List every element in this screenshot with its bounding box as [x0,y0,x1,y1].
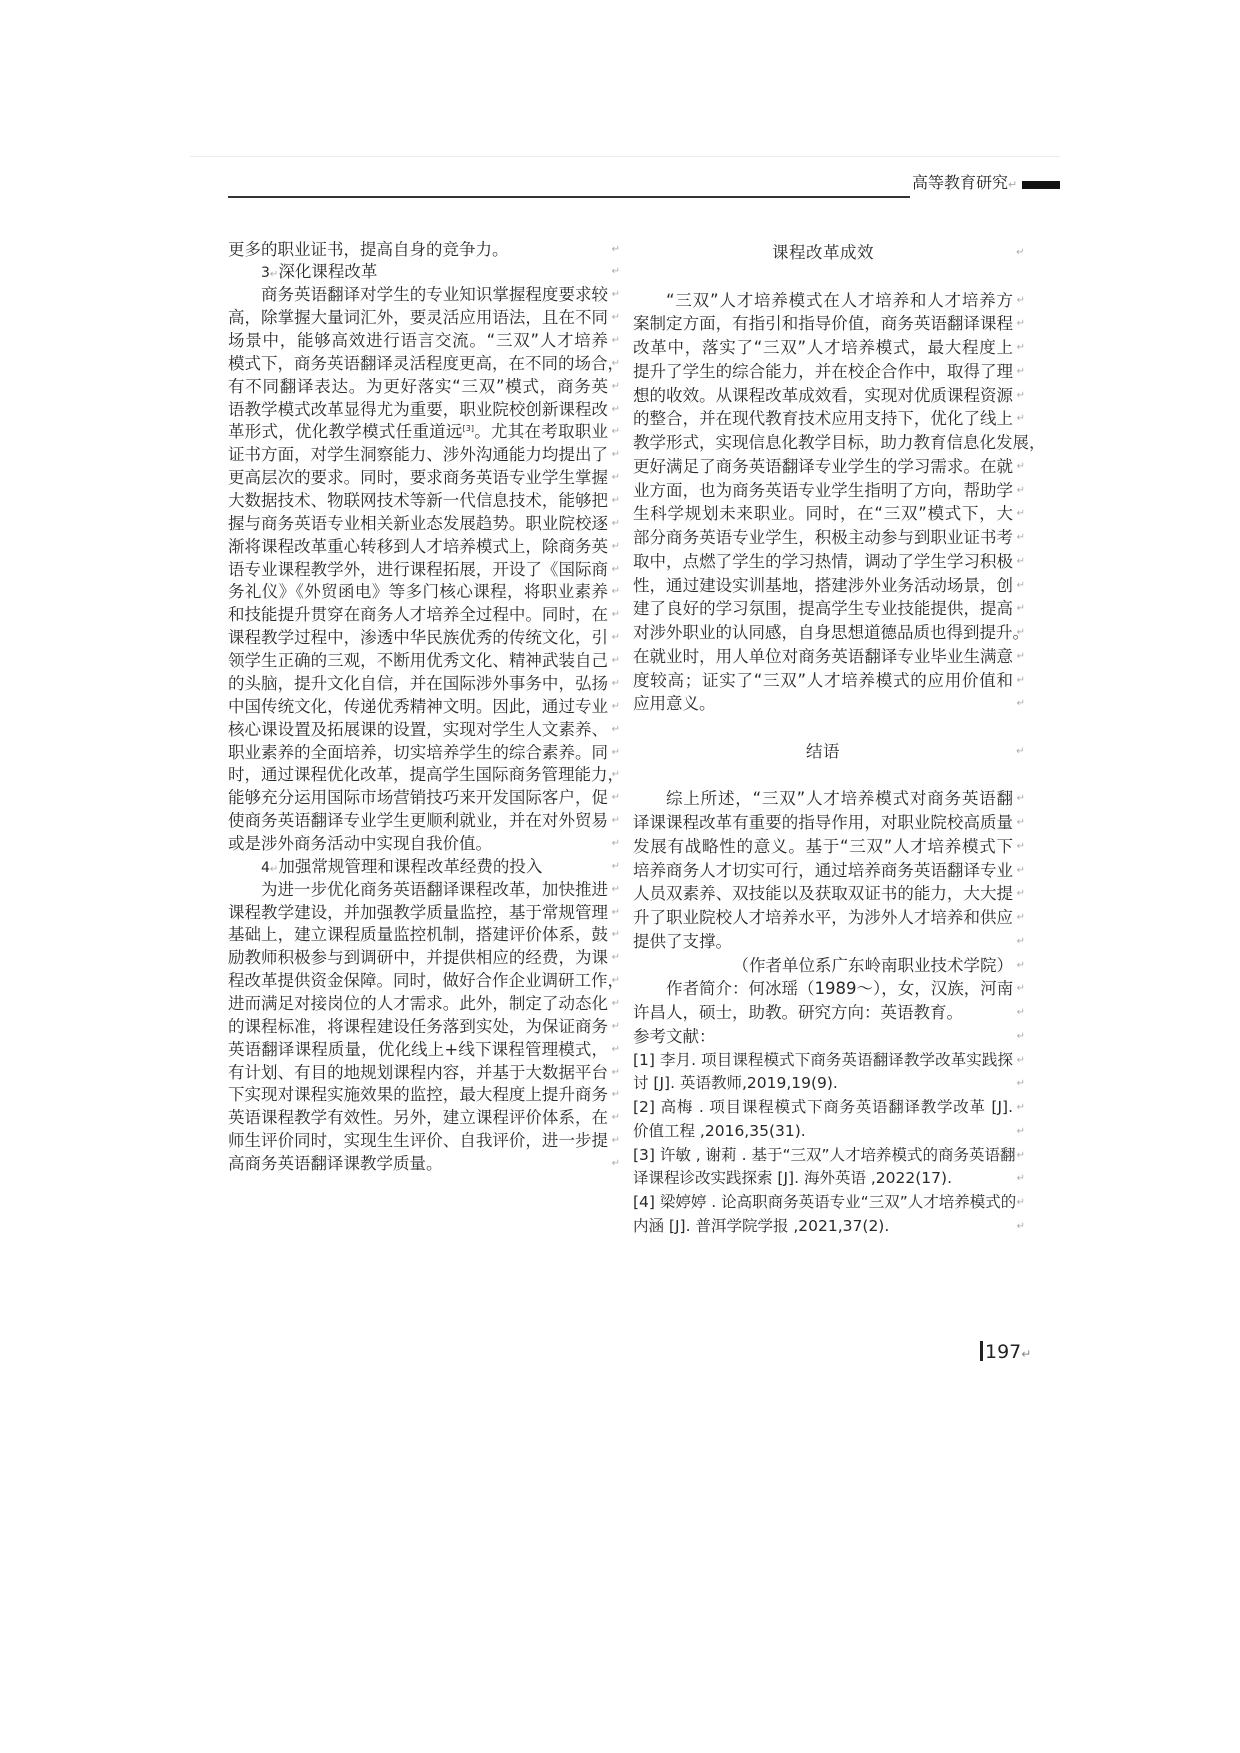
text-line: 更好满足了商务英语翻译专业学生的学习需求。在就 ↵ [633,455,1013,479]
reference-line: [2] 高梅 . 项目课程模式下商务英语翻译教学改革 [J]. ↵ [633,1096,1013,1120]
text-line: 模式下，商务英语翻译灵活程度更高，在不同的场合， ↵ [228,353,608,376]
text-line: 英语翻译课程质量，优化线上+线下课程管理模式， ↵ [228,1039,608,1062]
text-line: 建了良好的学习氛围，提高学生专业技能提供，提高 ↵ [633,597,1013,621]
text-line: 渐将课程改革重心转移到人才培养模式上，除商务英 ↵ [228,536,608,559]
page-top-edge [190,156,1060,157]
reference-item [633,1049,1013,1097]
text-line: 或是涉外商务活动中实现自我价值。 ↵ [228,833,608,856]
header-rule [228,196,910,198]
paragraph [633,289,1046,717]
reference-line: 价值工程 ,2016,35(31). ↵ [633,1120,1013,1144]
text-line: 高商务英语翻译课教学质量。 ↵ [228,1153,608,1176]
affiliation-text: （作者单位系广东岭南职业技术学院） ↵ [633,954,1013,978]
reference-line: 译课程诊改实践探索 [J]. 海外英语 ,2022(17). ↵ [633,1167,1013,1191]
subheading-line [228,856,608,879]
text-line: 取中，点燃了学生的学习热情，调动了学生学习积极 ↵ [633,550,1013,574]
text-line: 务礼仪》《外贸函电》等多门核心课程，将职业素养 ↵ [228,581,608,604]
text-line: 作者简介：何冰瑶（1989～），女，汉族，河南 ↵ [633,977,1013,1001]
section-heading-text: 结语 ↵ [633,740,1013,764]
text-line: 职业素养的全面培养，切实培养学生的综合素养。同 ↵ [228,742,608,765]
text-line: 案制定方面，有指引和指导价值，商务英语翻译课程 ↵ [633,312,1013,336]
text-line: 英语课程教学有效性。另外，建立课程评价体系，在 ↵ [228,1107,608,1130]
section-subheading [228,856,608,879]
subheading-text: 深化课程改革 [278,262,378,282]
author-affiliation [633,954,1013,978]
reference-line: [1] 李月. 项目课程模式下商务英语翻译教学改革实践探 ↵ [633,1049,1013,1073]
paragraph [228,879,624,1176]
text-line: 和技能提升贯穿在商务人才培养全过程中。同时，在 ↵ [228,604,608,627]
text-line: 商务英语翻译对学生的专业知识掌握程度要求较 ↵ [228,284,608,307]
paragraph [228,284,624,855]
reference-line: [4] 梁婷婷 . 论高职商务英语专业“三双”人才培养模式的 ↵ [633,1191,1013,1215]
reference-line: 内涵 [J]. 普洱学院学报 ,2021,37(2). ↵ [633,1215,1013,1239]
section-heading-text: 课程改革成效 ↵ [633,241,1013,265]
text-line: 培养商务人才切实可行，通过培养商务英语翻译专业 ↵ [633,859,1013,883]
paragraph [633,977,1013,1025]
text-line: 部分商务英语专业学生，积极主动参与到职业证书考 ↵ [633,526,1013,550]
text-line: 综上所述，“三双”人才培养模式对商务英语翻 ↵ [633,787,1013,811]
text-line: 励教师积极参与到调研中，并提供相应的经费，为课 ↵ [228,947,608,970]
text-line: 对涉外职业的认同感，自身思想道德品质也得到提升。 ↵ [633,621,1013,645]
text-line: 中国传统文化，传递优秀精神文明。因此，通过专业 ↵ [228,696,608,719]
text-line: 握与商务英语专业相关新业态发展趋势。职业院校逐 ↵ [228,513,608,536]
subheading-number: 4 ↵ [261,860,278,876]
text-segment: 。尤其在考取职业 [473,422,609,442]
page-number: 197↵ [980,1339,1031,1367]
paragraph [228,239,608,262]
text-line: 应用意义。 ↵ [633,692,1013,716]
text-line: 提供了支撑。 ↵ [633,930,1013,954]
text-line: 为进一步优化商务英语翻译课程改革，加快推进 ↵ [228,879,608,902]
text-line: 证书方面，对学生洞察能力、涉外沟通能力均提出了 ↵ [228,444,608,467]
text-line: 发展有战略性的意义。基于“三双”人才培养模式下 ↵ [633,835,1013,859]
reference-line: 讨 [J]. 英语教师,2019,19(9). ↵ [633,1072,1013,1096]
text-line: 的头脑，提升文化自信，并在国际涉外事务中，弘扬 ↵ [228,673,608,696]
text-line [228,421,608,444]
text-line: “三双”人才培养模式在人才培养和人才培养方 ↵ [633,289,1013,313]
reference-item [633,1191,1017,1239]
text-line: 许昌人，硕士，助教。研究方向：英语教育。 ↵ [633,1001,1013,1025]
header-bar-decoration [1022,181,1060,189]
text-line: 高，除掌握大量词汇外，要灵活应用语法，且在不同 ↵ [228,307,608,330]
paragraph [633,1025,1013,1049]
text-line: 性，通过建设实训基地，搭建涉外业务活动场景，创 ↵ [633,574,1013,598]
text-segment: 革形式，优化教学模式任重道远 [228,422,463,442]
citation-marker: [3] [462,424,474,434]
text-line: 程改革提供资金保障。同时，做好合作企业调研工作， ↵ [228,970,608,993]
section-heading [633,241,1013,265]
text-line: 领学生正确的三观，不断用优秀文化、精神武装自己 ↵ [228,650,608,673]
subheading-text: 加强常规管理和课程改革经费的投入 [278,856,543,876]
text-line: 大数据技术、物联网技术等新一代信息技术，能够把 ↵ [228,490,608,513]
left-column [228,239,624,1176]
text-line: 的整合，并在现代教育技术应用支持下，优化了线上 ↵ [633,407,1013,431]
paragraph [633,787,1013,953]
text-line: 升了职业院校人才培养水平，为涉外人才培养和供应 ↵ [633,906,1013,930]
text-line: 有计划、有目的地规划课程内容，并基于大数据平台 ↵ [228,1062,608,1085]
section-subheading [228,261,608,284]
text-line: 进而满足对接岗位的人才需求。此外，制定了动态化 ↵ [228,993,608,1016]
text-line: 教学形式，实现信息化教学目标，助力教育信息化发展， ↵ [633,431,1013,455]
text-line: 课程教学过程中，渗透中华民族优秀的传统文化，引 ↵ [228,627,608,650]
text-line: 生科学规划未来职业。同时，在“三双”模式下，大 ↵ [633,502,1013,526]
text-line: 提升了学生的综合能力，并在校企合作中，取得了理 ↵ [633,360,1013,384]
text-line: 使商务英语翻译专业学生更顺利就业，并在对外贸易 ↵ [228,810,608,833]
right-column [633,241,1046,1239]
text-line: 有不同翻译表达。为更好落实“三双”模式，商务英 ↵ [228,376,608,399]
reference-item [633,1096,1013,1144]
text-line: 改革中，落实了“三双”人才培养模式，最大程度上 ↵ [633,336,1013,360]
section-heading [633,740,1013,764]
text-line: 的课程标准，将课程建设任务落到实处，为保证商务 ↵ [228,1016,608,1039]
text-line: 核心课设置及拓展课的设置，实现对学生人文素养、 ↵ [228,719,608,742]
text-line: 场景中，能够高效进行语言交流。“三双”人才培养 ↵ [228,330,608,353]
reference-item [633,1144,1016,1192]
subheading-line [228,261,608,284]
text-line: 译课课程改革有重要的指导作用，对职业院校高质量 ↵ [633,811,1013,835]
reference-line: [3] 许敏 , 谢莉 . 基于“三双”人才培养模式的商务英语翻 ↵ [633,1144,1013,1168]
text-line: 想的收效。从课程改革成效看，实现对优质课程资源 ↵ [633,384,1013,408]
text-line: 能够充分运用国际市场营销技巧来开发国际客户，促 ↵ [228,787,608,810]
text-line: 度较高；证实了“三双”人才培养模式的应用价值和 ↵ [633,669,1013,693]
running-header: 高等教育研究↵ [912,173,1018,192]
text-line: 业方面，也为商务英语专业学生指明了方向，帮助学 ↵ [633,479,1013,503]
page-number-text: 197 [985,1341,1022,1363]
text-line: 人员双素养、双技能以及获取双证书的能力，大大提 ↵ [633,882,1013,906]
text-line: 更高层次的要求。同时，要求商务英语专业学生掌握 ↵ [228,467,608,490]
text-line: 时，通过课程优化改革，提高学生国际商务管理能力， ↵ [228,764,608,787]
journal-title: 高等教育研究 [912,173,1009,192]
text-line: 师生评价同时，实现生生评价、自我评价，进一步提 ↵ [228,1130,608,1153]
subheading-number: 3 ↵ [261,265,278,281]
text-line: 在就业时，用人单位对商务英语翻译专业毕业生满意 ↵ [633,645,1013,669]
text-line: 参考文献： ↵ [633,1025,1013,1049]
text-line: 语专业课程教学外，进行课程拓展，开设了《国际商 ↵ [228,559,608,582]
text-line: 语教学模式改革显得尤为重要，职业院校创新课程改 ↵ [228,399,608,422]
text-line: 更多的职业证书，提高自身的竞争力。 ↵ [228,239,608,262]
text-line: 课程教学建设，并加强教学质量监控，基于常规管理 ↵ [228,902,608,925]
text-line: 基础上，建立课程质量监控机制，搭建评价体系，鼓 ↵ [228,924,608,947]
text-line: 下实现对课程实施效果的监控，最大程度上提升商务 ↵ [228,1084,608,1107]
